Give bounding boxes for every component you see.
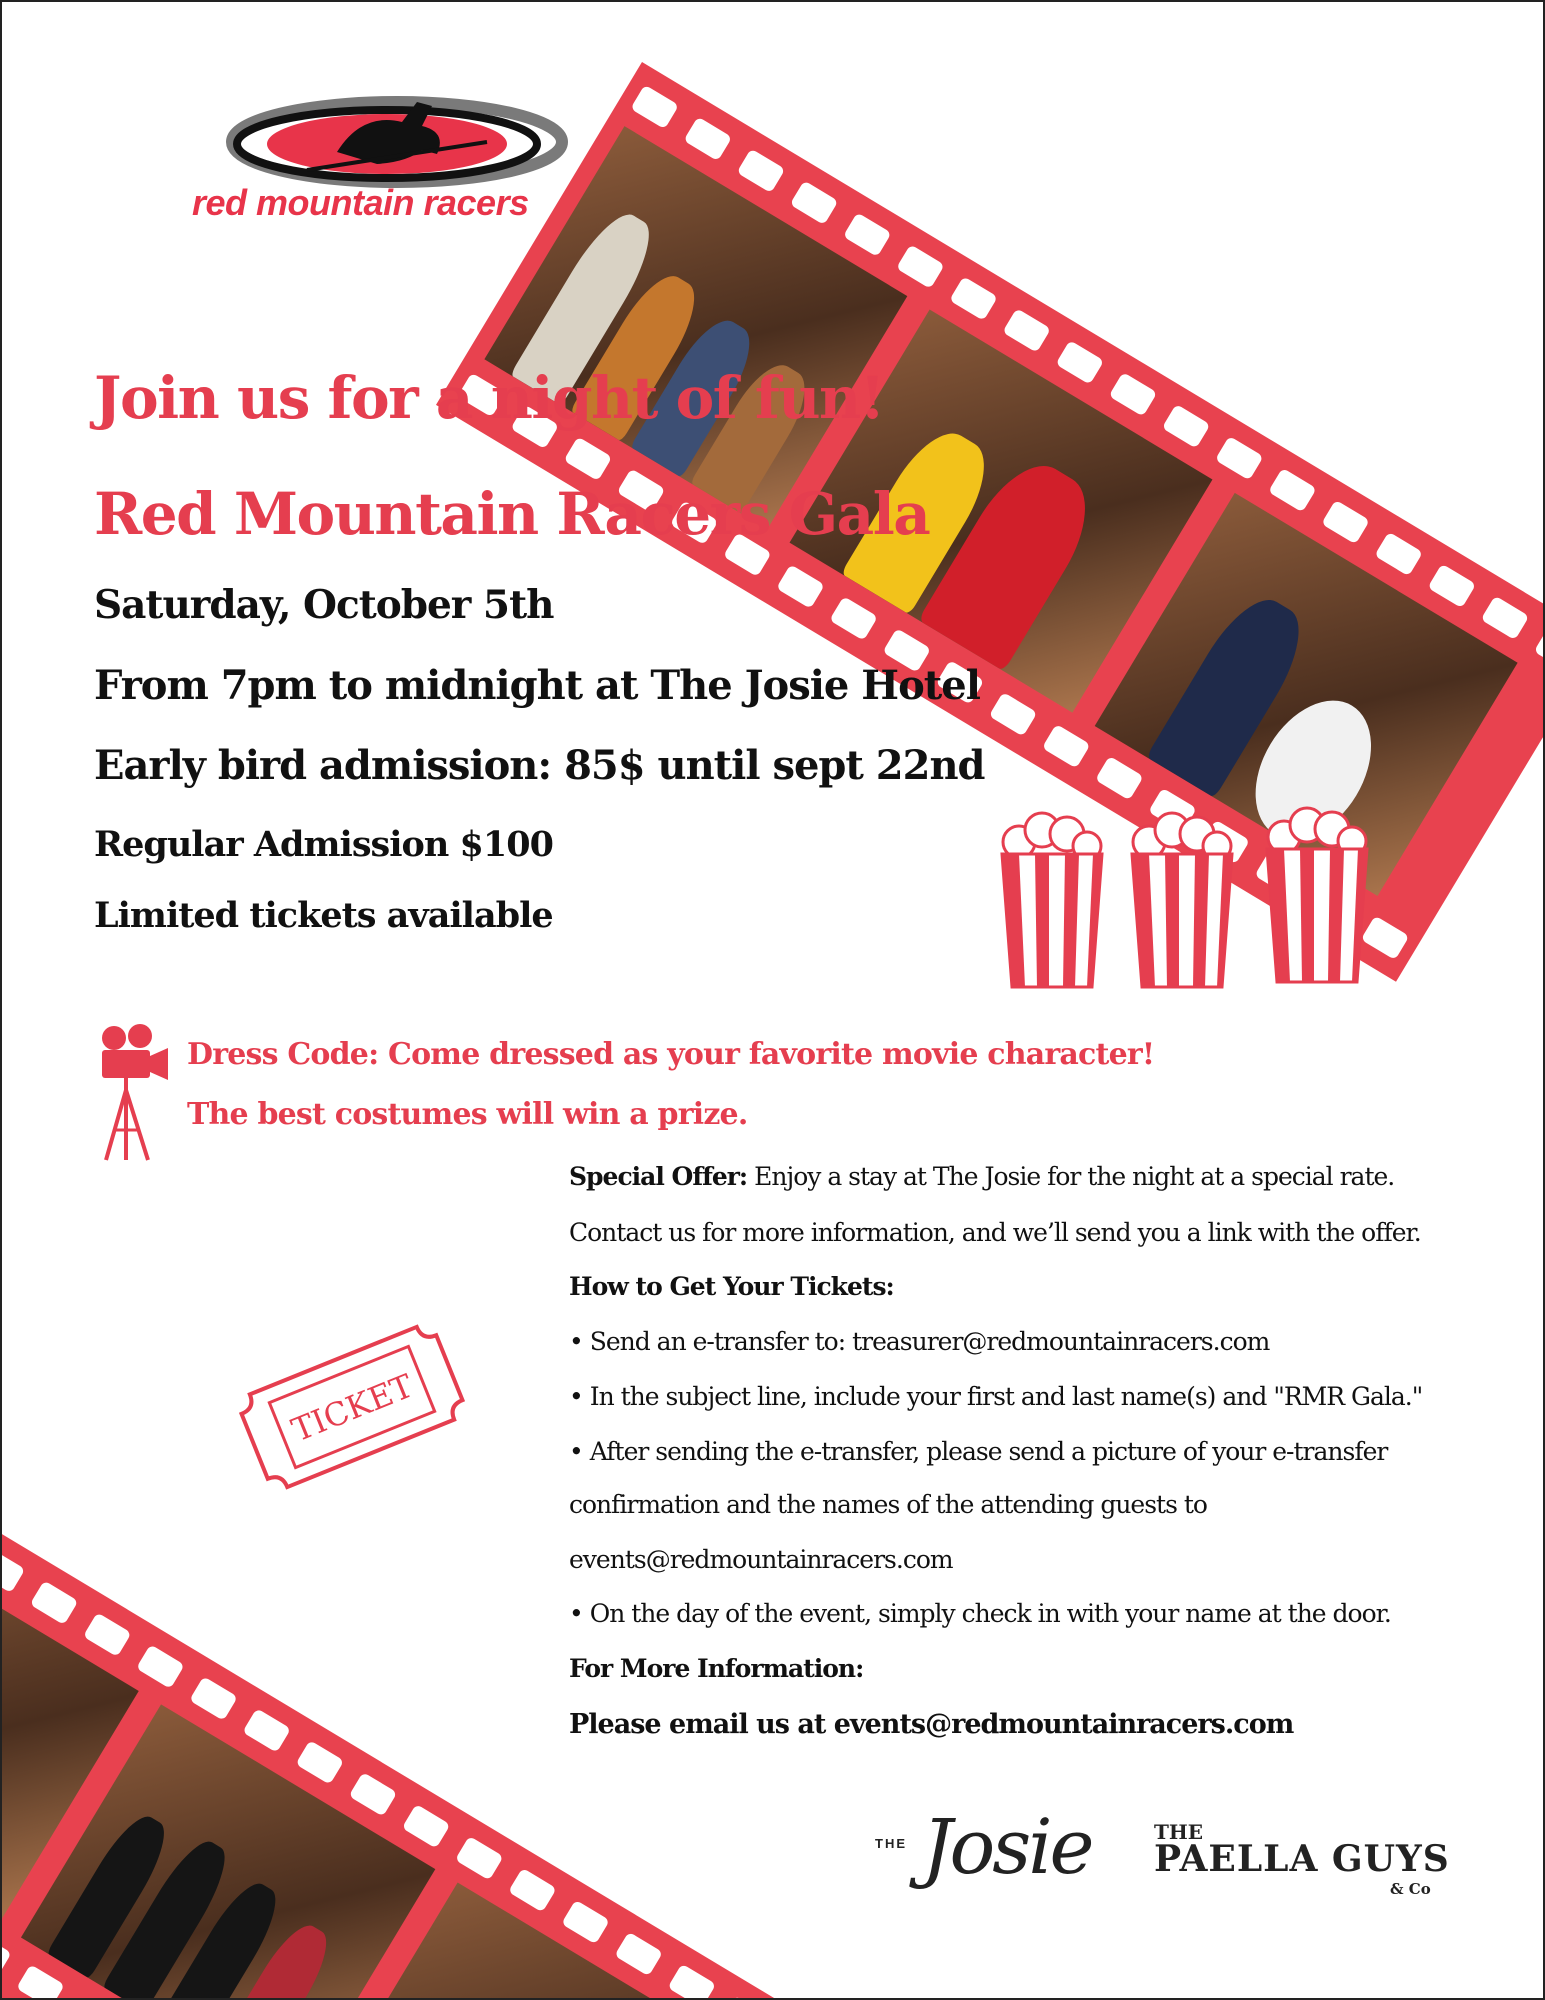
ticket-step-3: • After sending the e-transfer, please send a picture of your e-transfer (569, 1437, 1388, 1466)
logo-wordmark: red mountain racers (192, 182, 529, 223)
events-email-link[interactable]: events@redmountainracers.com (569, 1545, 953, 1574)
costume-prize-note: The best costumes will win a prize. (187, 1097, 748, 1132)
event-date: Saturday, October 5th (94, 582, 554, 628)
paella-logo-suffix: & Co (1390, 1880, 1431, 1898)
josie-logo: Josie (922, 1802, 1092, 1891)
tickets-heading: How to Get Your Tickets: (569, 1272, 894, 1301)
svg-text:TICKET: TICKET (286, 1366, 419, 1450)
offer-contact-note: Contact us for more information, and we’ll send you a link with the offer. (569, 1218, 1421, 1247)
josie-logo-prefix: THE (875, 1836, 907, 1851)
special-offer-label: Special Offer: (569, 1162, 748, 1191)
paella-logo-prefix: THE (1154, 1820, 1204, 1844)
event-time-location: From 7pm to midnight at The Josie Hotel (94, 662, 980, 709)
ticket-step-1: • Send an e-transfer to: treasurer@redmountainracers.com (569, 1327, 1270, 1356)
special-offer-text: Enjoy a stay at The Josie for the night at a special rate. (747, 1162, 1395, 1191)
popcorn-icon (1267, 808, 1367, 982)
ticket-step-3-cont: confirmation and the names of the attending guests to (569, 1490, 1207, 1519)
early-bird-price: Early bird admission: 85$ until sept 22nd (94, 742, 985, 789)
dress-code: Dress Code: Come dressed as your favorite movie character! (187, 1037, 1155, 1072)
headline-invite: Join us for a night of fun! (94, 364, 884, 432)
ticket-step-2: • In the subject line, include your first and last name(s) and "RMR Gala." (569, 1382, 1423, 1411)
regular-price: Regular Admission $100 (94, 824, 553, 865)
ticket-step-4: • On the day of the event, simply check in with your name at the door. (569, 1599, 1391, 1628)
ticket-icon (227, 1322, 477, 1492)
paella-guys-logo: PAELLA GUYS (1154, 1838, 1450, 1880)
limited-tickets-note: Limited tickets available (94, 895, 553, 936)
special-offer (569, 1162, 1394, 1191)
contact-email-line[interactable]: Please email us at events@redmountainracers.com (569, 1709, 1294, 1740)
popcorn-icons (987, 802, 1387, 992)
headline-event-name: Red Mountain Racers Gala (94, 480, 930, 548)
movie-camera-icon (92, 1022, 172, 1162)
popcorn-icon (1002, 813, 1102, 987)
more-info-heading: For More Information: (569, 1654, 864, 1683)
popcorn-icon (1132, 813, 1232, 987)
